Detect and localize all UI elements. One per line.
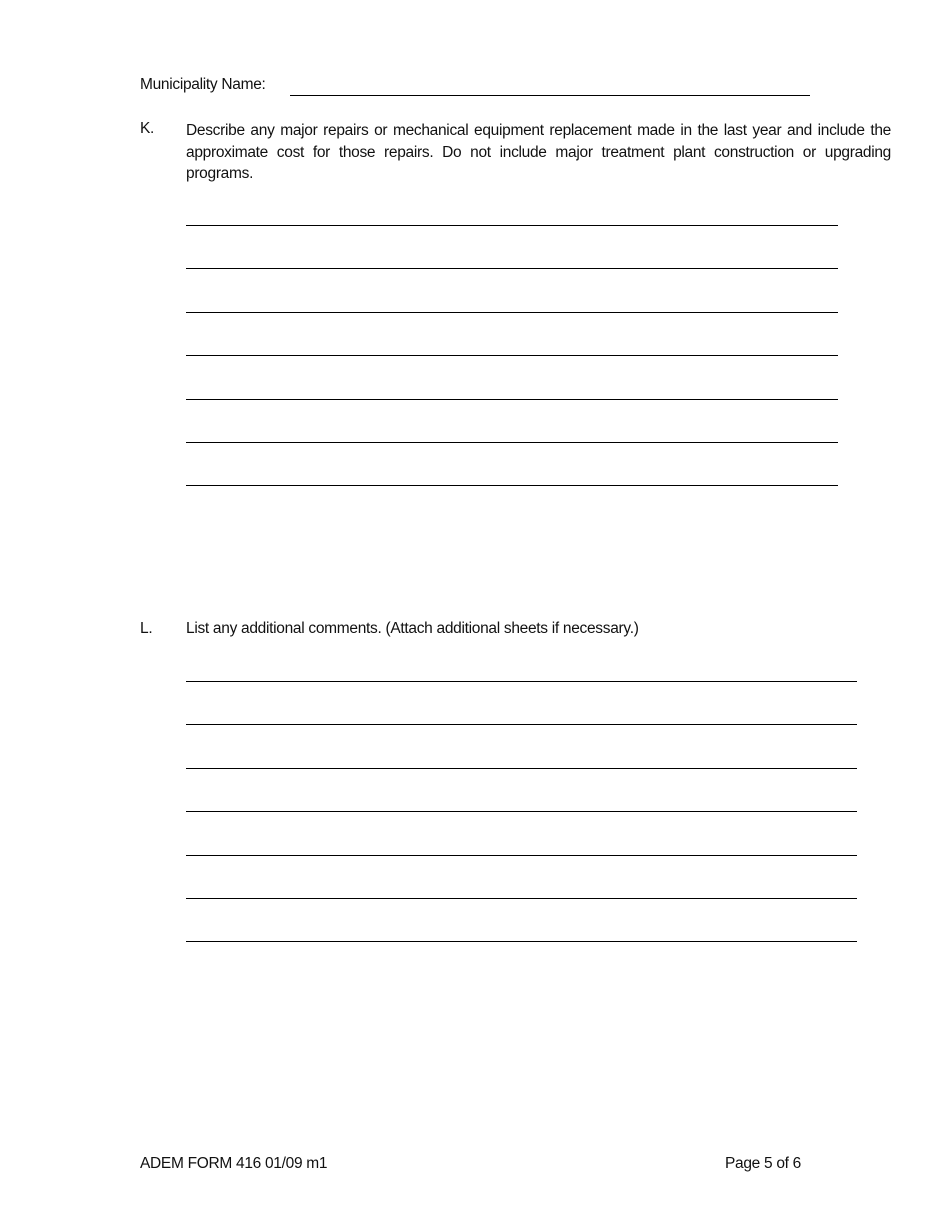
answer-line[interactable]	[186, 268, 838, 269]
answer-line[interactable]	[186, 485, 838, 486]
answer-line[interactable]	[186, 941, 857, 942]
answer-line[interactable]	[186, 355, 838, 356]
section-k-question: Describe any major repairs or mechanical equipment replacement made in the last year and include the approximate cost for those repairs. Do not include major treatment plant construction or upgrading programs.	[186, 122, 891, 182]
page-number: Page 5 of 6	[725, 1155, 801, 1172]
section-l-question: List any additional comments. (Attach additional sheets if necessary.)	[186, 620, 639, 637]
answer-line[interactable]	[186, 681, 857, 682]
answer-line[interactable]	[186, 855, 857, 856]
form-id: ADEM FORM 416 01/09 m1	[140, 1155, 328, 1172]
answer-line[interactable]	[186, 811, 857, 812]
section-k-letter: K.	[140, 120, 155, 137]
answer-line[interactable]	[186, 898, 857, 899]
answer-line[interactable]	[186, 768, 857, 769]
answer-line[interactable]	[186, 312, 838, 313]
municipality-label: Municipality Name:	[140, 76, 266, 93]
section-l-letter: L.	[140, 620, 153, 637]
municipality-name-field[interactable]	[290, 76, 810, 96]
answer-line[interactable]	[186, 724, 857, 725]
answer-line[interactable]	[186, 399, 838, 400]
answer-line[interactable]	[186, 225, 838, 226]
answer-line[interactable]	[186, 442, 838, 443]
